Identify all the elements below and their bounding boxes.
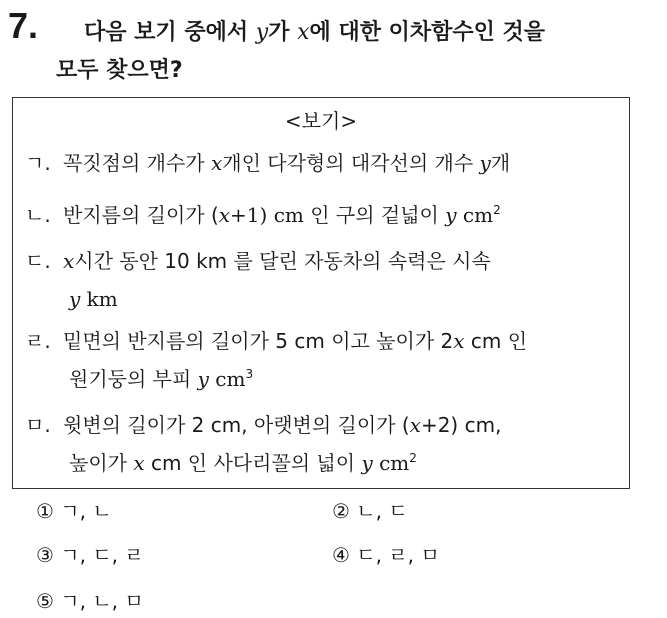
variable-x: x <box>133 451 145 475</box>
unit-text: cm <box>208 367 246 391</box>
item-text: +2) cm, <box>420 413 502 437</box>
exponent: 2 <box>493 203 501 217</box>
item-text: cm 인 사다리꼴의 넓이 <box>144 451 362 475</box>
item-marker: ㄴ. <box>25 203 51 227</box>
variable-x: x <box>218 203 231 227</box>
item-continuation <box>25 280 623 318</box>
example-box <box>12 97 630 489</box>
item-marker: ㄱ. <box>25 151 51 175</box>
choice-5[interactable]: ⑤ ㄱ, ㄴ, ㅁ <box>36 589 144 613</box>
variable-y: y <box>255 20 269 45</box>
example-item-rieul <box>25 322 623 398</box>
variable-x: x <box>453 329 465 353</box>
item-text: 개인 다각형의 대각선의 개수 <box>222 151 480 175</box>
unit-text: cm <box>372 451 410 475</box>
choice-3[interactable]: ③ ㄱ, ㄷ, ㄹ <box>36 543 144 567</box>
example-item-mieum <box>25 406 623 482</box>
item-text: 윗변의 길이가 2 cm, 아랫변의 길이가 ( <box>63 413 410 437</box>
item-text: cm 인 <box>464 329 528 353</box>
question-text <box>56 14 654 90</box>
item-text: 꼭짓점의 개수가 <box>63 151 211 175</box>
variable-x: x <box>297 20 310 45</box>
exponent: 3 <box>245 367 254 381</box>
item-marker: ㄷ. <box>25 249 51 273</box>
item-text: 시간 동안 10 km 를 달린 자동차의 속력은 시속 <box>74 249 491 273</box>
variable-x: x <box>409 413 421 437</box>
item-text: 밑면의 반지름의 길이가 5 cm 이고 높이가 2 <box>63 329 454 353</box>
example-box-title: <보기> <box>284 109 358 133</box>
item-text: 반지름의 길이가 ( <box>63 203 219 227</box>
unit-text: km <box>80 287 118 311</box>
exponent: 2 <box>409 451 417 465</box>
choice-2[interactable]: ② ㄴ, ㄷ <box>332 499 408 523</box>
example-item-digeut <box>25 242 623 318</box>
item-marker: ㅁ. <box>25 413 51 437</box>
example-item-nieun <box>25 196 623 234</box>
item-text: +1) cm 인 구의 겉넓이 <box>230 203 446 227</box>
choice-1[interactable]: ① ㄱ, ㄴ <box>36 499 112 523</box>
question-text-part: 에 대한 이차함수인 것을 <box>309 20 546 45</box>
question-text-line2: 모두 찾으면? <box>56 58 183 83</box>
choice-4[interactable]: ④ ㄷ, ㄹ, ㅁ <box>332 543 440 567</box>
variable-x: x <box>63 249 75 273</box>
item-continuation <box>25 360 623 398</box>
question-text-part: 다음 보기 중에서 <box>84 20 256 45</box>
unit-text: cm <box>456 203 494 227</box>
variable-x: x <box>210 151 223 175</box>
item-text: 원기둥의 부피 <box>69 367 198 391</box>
question-text-part: 가 <box>268 20 298 45</box>
item-marker: ㄹ. <box>25 329 51 353</box>
item-continuation <box>25 444 623 482</box>
variable-y: y <box>445 203 457 227</box>
item-text: 높이가 <box>69 451 134 475</box>
question-number: 7. <box>8 5 39 46</box>
variable-y: y <box>69 287 81 311</box>
example-item-giyeok <box>25 144 623 182</box>
variable-y: y <box>479 151 491 175</box>
variable-y: y <box>361 451 373 475</box>
item-text: 개 <box>490 151 511 175</box>
variable-y: y <box>197 367 209 391</box>
